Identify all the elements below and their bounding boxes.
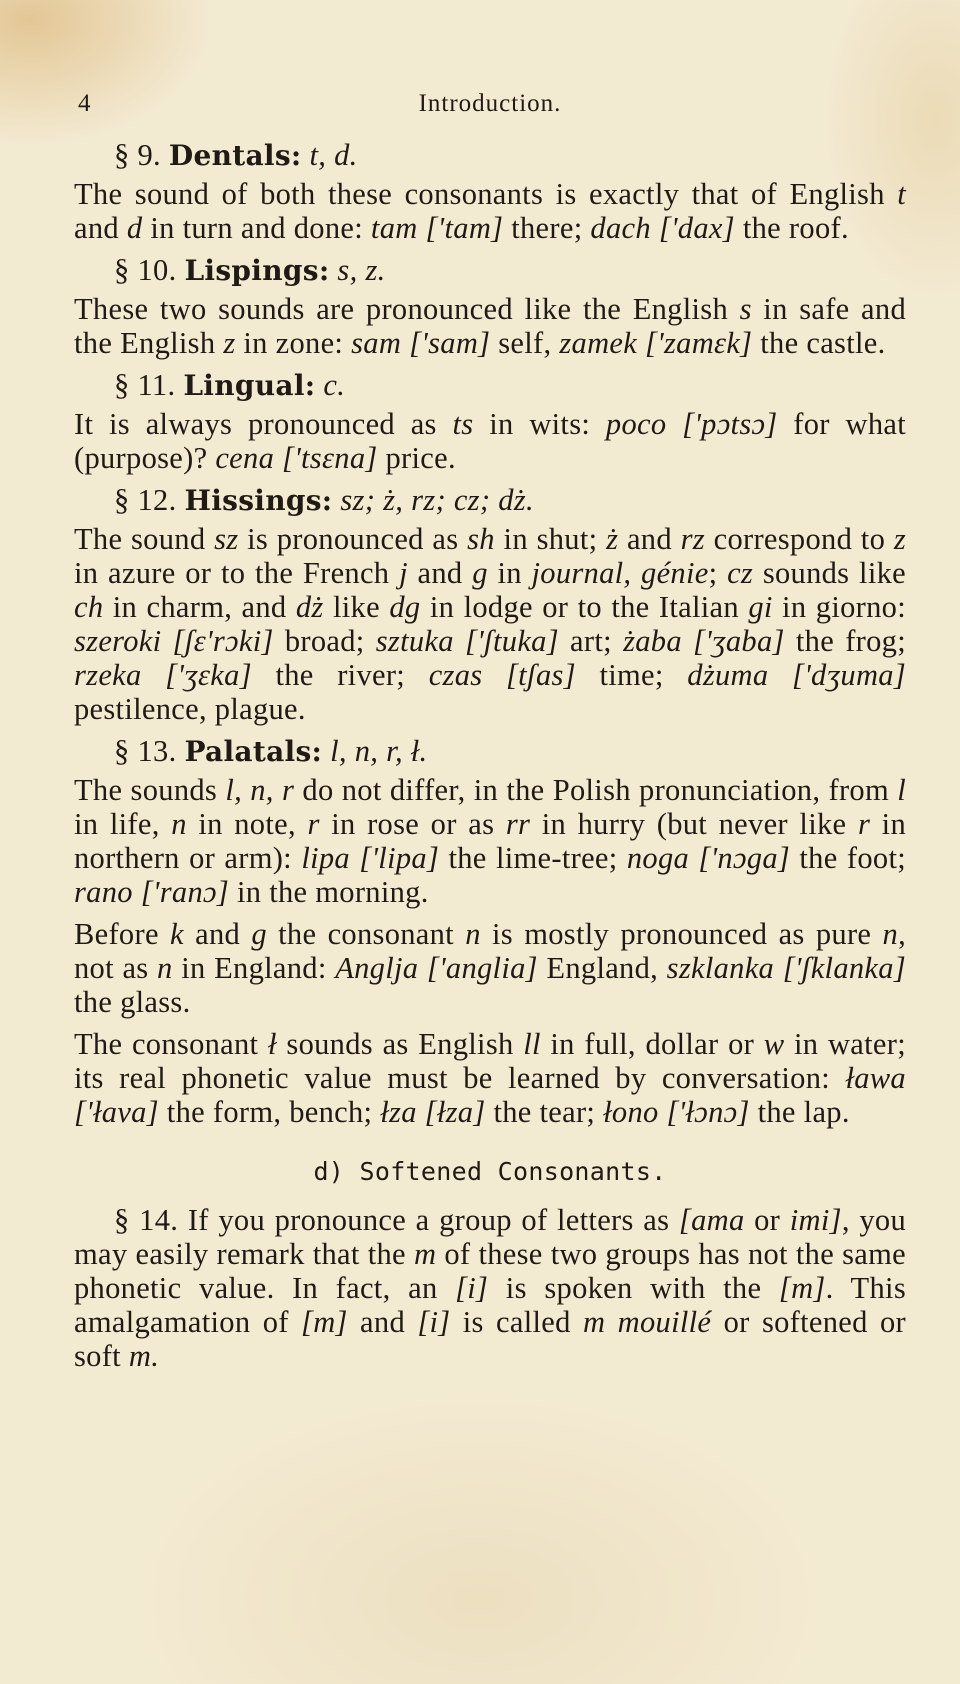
section-11-heading: § 11. Lingual: c. bbox=[114, 368, 346, 402]
page-header bbox=[74, 82, 906, 122]
running-title: Introduction. bbox=[418, 90, 562, 117]
subheading-softened-consonants: d) Softened Consonants. bbox=[313, 1157, 667, 1186]
section-14-paragraph: § 14. If you pronounce a group of letters as [ama or imi], you may easily remark that the m of these two groups has not the same phonetic value. In fact, an [i] is spoken with the [m]. This amalgamation of [m] and [i] is called m mouillé or softened or soft m. bbox=[74, 1203, 907, 1373]
book-page bbox=[74, 82, 906, 1381]
section-10-paragraph: These two sounds are pronounced like the English s in safe and the English z in zone: sam ['sam] self, zamek ['zamɛk] the castle. bbox=[74, 292, 906, 360]
section-12-paragraph: The sound sz is pronounced as sh in shut; ż and rz correspond to z in azure or to the French j and g in journal, génie; cz sounds like ch in charm, and dż like dg in lodge or to the Italian gi in giorno: szeroki [ʃɛ'rɔki] broad; sztuka ['ʃtuka] art; żaba ['ʒaba] the frog; rzeka ['ʒɛka] the river; czas [tʃas] time; dżuma ['dʒuma] pestilence, plague. bbox=[74, 522, 906, 726]
section-11-paragraph: It is always pronounced as ts in wits: poco ['pɔtsɔ] for what (purpose)? cena ['tsɛna] price. bbox=[74, 407, 906, 475]
section-13-paragraph-1: The sounds l, n, r do not differ, in the Polish pronunciation, from l in life, n in note, r in rose or as rr in hurry (but never like r in northern or arm): lipa ['lipa] the lime-tree; noga ['nɔga] the foot; rano ['ranɔ] in the morning. bbox=[74, 773, 907, 909]
section-13-paragraph-3: The consonant ł sounds as English ll in full, dollar or w in water; its real phonetic value must be learned by conversation: ława ['łava] the form, bench; łza [łza] the tear; łono ['łɔnɔ] the lap. bbox=[74, 1027, 906, 1129]
section-9-paragraph: The sound of both these consonants is exactly that of English t and d in turn and done: tam ['tam] there; dach ['dax] the roof. bbox=[74, 177, 906, 245]
page-body bbox=[74, 138, 906, 1373]
page-number: 4 bbox=[78, 90, 92, 117]
section-10-heading: § 10. Lispings: s, z. bbox=[114, 253, 386, 287]
section-9-heading: § 9. Dentals: t, d. bbox=[114, 138, 358, 172]
section-13-heading: § 13. Palatals: l, n, r, ł. bbox=[114, 734, 428, 768]
section-12-heading: § 12. Hissings: sz; ż, rz; cz; dż. bbox=[114, 483, 534, 517]
section-13-paragraph-2: Before k and g the consonant n is mostly pronounced as pure n, not as n in England: Anglja ['anglia] England, szklanka ['ʃklanka] the glass. bbox=[74, 917, 906, 1019]
